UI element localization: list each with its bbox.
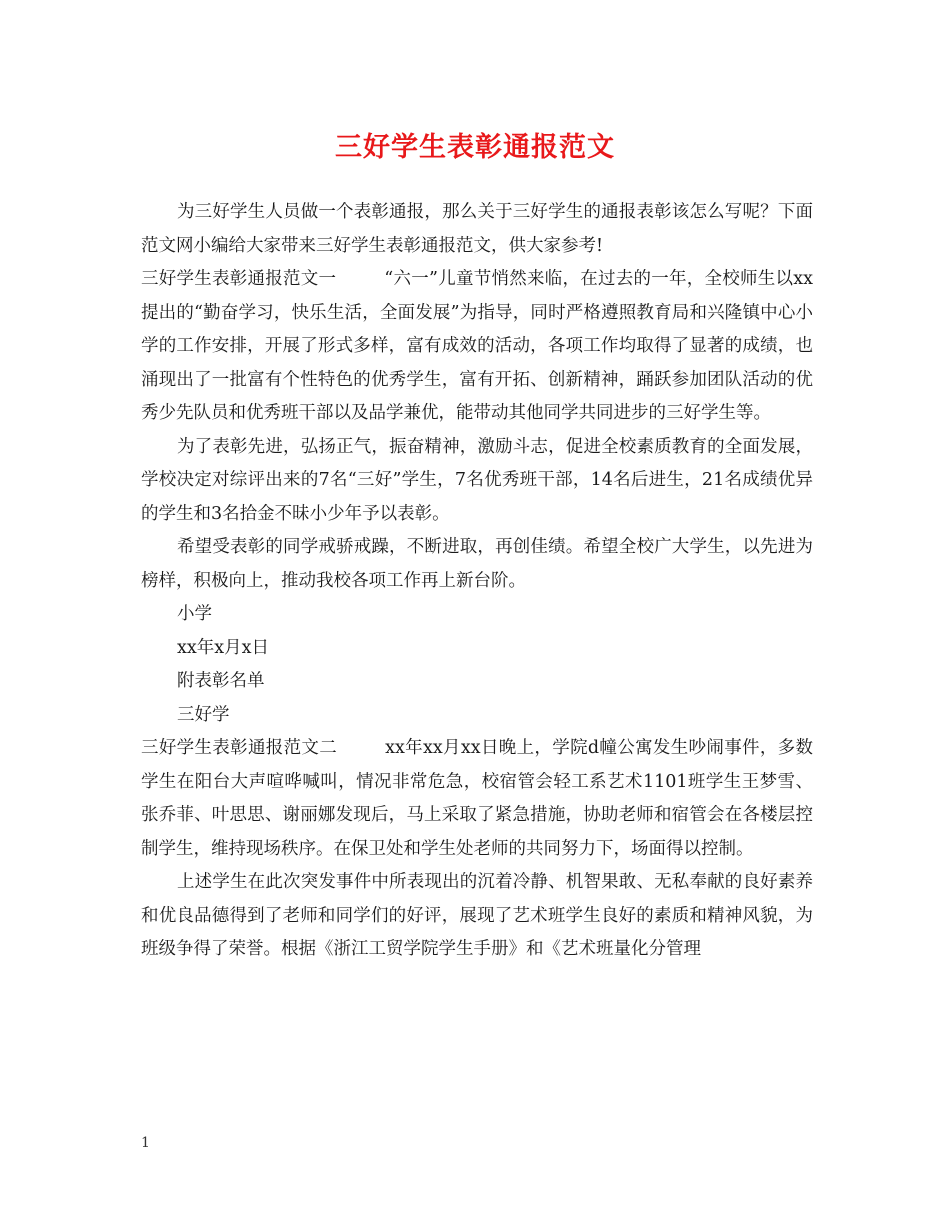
document-title: 三好学生表彰通报范文 bbox=[335, 132, 615, 163]
intro-paragraph: 为三好学生人员做一个表彰通报，那么关于三好学生的通报表彰该怎么写呢？下面范文网小编给大家带来三好学生表彰通报范文，供大家参考! bbox=[141, 202, 813, 256]
section1-heading: 三好学生表彰通报范文一 bbox=[141, 269, 337, 289]
section2-paragraph-2: 上述学生在此次突发事件中所表现出的沉着冷静、机智果敢、无私奉献的良好素养和优良品德得到了老师和同学们的好评，展现了艺术班学生良好的素质和精神风貌，为班级争得了荣誉。根据《浙江工贸学院学生手册》和《艺术班量化分管理 bbox=[141, 872, 813, 959]
section1-text: “六一”儿童节悄然来临，在过去的一年，全校师生以xx提出的“勤奋学习，快乐生活，全面发展”为指导，同时严格遵照教育局和兴隆镇中心小学的工作安排，开展了形式多样，富有成效的活动，各项工作均取得了显著的成绩，也涌现出了一批富有个性特色的优秀学生，富有开拓、创新精神，踊跃参加团队活动的优秀少先队员和优秀班干部以及品学兼优，能带动其他同学共同进步的三好学生等。 bbox=[141, 269, 814, 423]
section1-paragraph-2: 为了表彰先进，弘扬正气，振奋精神，激励斗志，促进全校素质教育的全面发展，学校决定对综评出来的7名“三好”学生，7名优秀班干部，14名后进生，21名成绩优异的学生和3名拾金不昧小少年予以表彰。 bbox=[141, 436, 813, 524]
document-body bbox=[141, 196, 813, 967]
page-number: 1 bbox=[141, 1135, 150, 1151]
section2-text: xx年xx月xx日晚上，学院d幢公寓发生吵闹事件，多数学生在阳台大声喧哗喊叫，情况非常危急，校宿管会轻工系艺术1101班学生王梦雪、张乔菲、叶思思、谢丽娜发现后，马上采取了紧急措施，协助老师和宿管会在各楼层控制学生，维持现场秩序。在保卫处和学生处老师的共同努力下，场面得以控制。 bbox=[141, 738, 814, 859]
section1-list-item: 三好学 bbox=[177, 704, 230, 725]
section1-date: xx年x月x日 bbox=[177, 637, 269, 658]
section2-first-paragraph bbox=[141, 732, 813, 866]
section2-heading: 三好学生表彰通报范文二 bbox=[141, 738, 338, 758]
section1-school: 小学 bbox=[177, 604, 212, 624]
section1-attachment: 附表彰名单 bbox=[177, 671, 265, 691]
section1-first-paragraph bbox=[141, 263, 813, 431]
section1-paragraph-3: 希望受表彰的同学戒骄戒躁，不断进取，再创佳绩。希望全校广大学生，以先进为榜样，积极向上，推动我校各项工作再上新台阶。 bbox=[141, 537, 813, 591]
